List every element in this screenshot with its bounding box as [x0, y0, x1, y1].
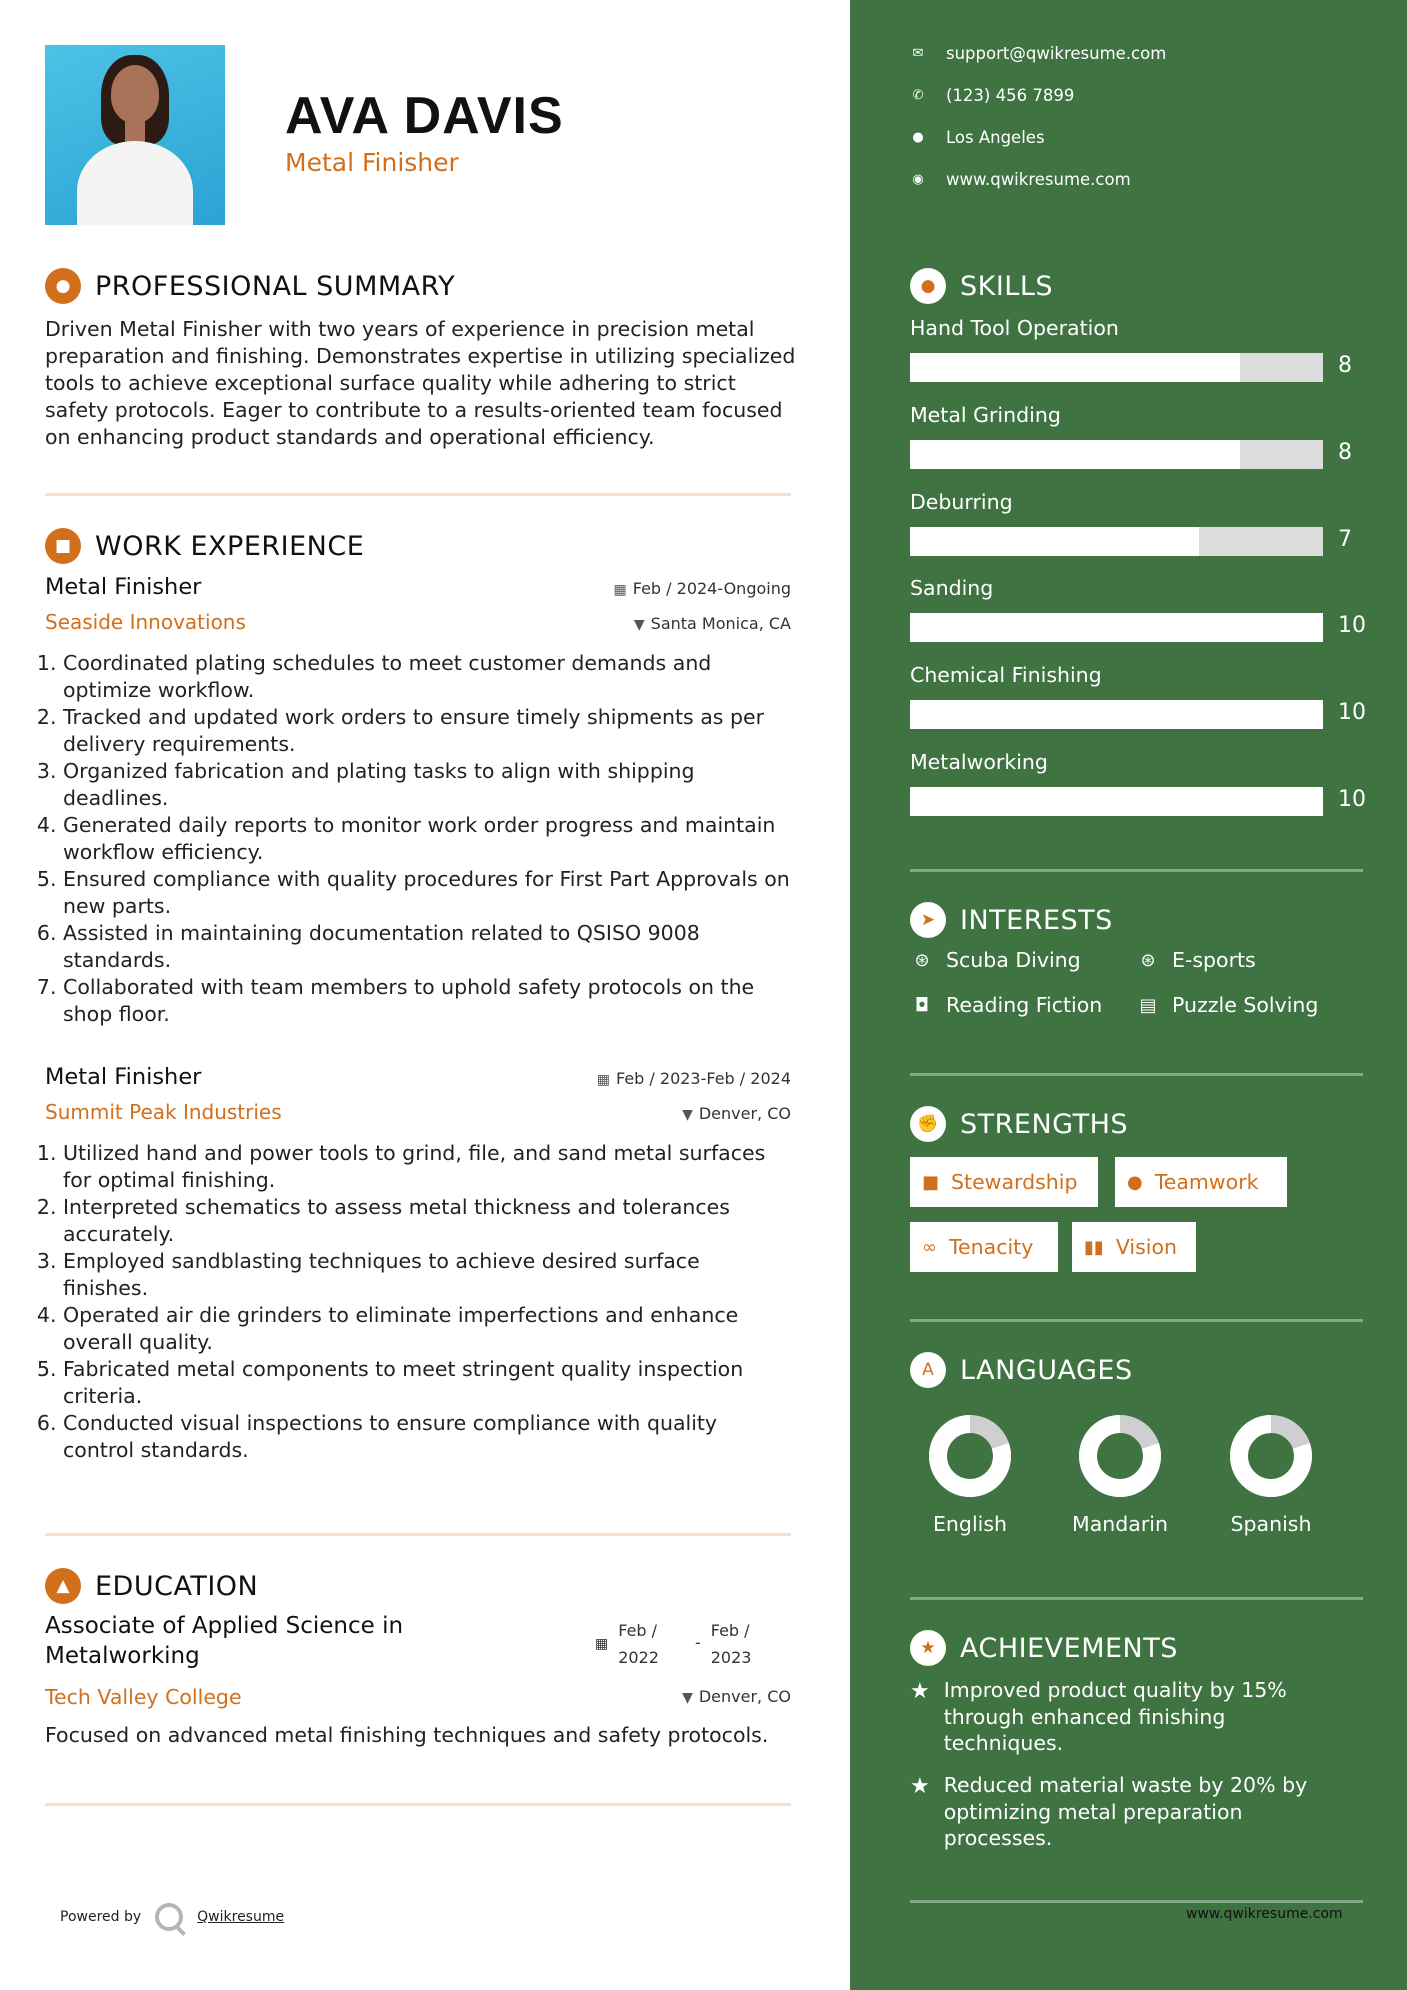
list-item: 5. Fabricated metal components to meet stringent quality inspection criteria.: [63, 1356, 791, 1410]
powered-by: Powered by Qwikresume: [60, 1903, 284, 1931]
skill-bar: [910, 440, 1323, 469]
experience-heading: [45, 528, 364, 564]
list-item: 3. Employed sandblasting techniques to achieve desired surface finishes.: [63, 1248, 791, 1302]
pin-icon: ▼: [682, 1107, 693, 1123]
education-heading: [45, 1568, 258, 1604]
users-icon: ●: [1127, 1171, 1143, 1193]
summary-heading: [45, 268, 455, 304]
section-divider: [45, 493, 791, 496]
skill-level: 8: [1338, 440, 1352, 465]
interest-item: ⊛ Scuba Diving: [910, 948, 1081, 972]
shooting-star-icon: ★: [910, 1774, 930, 1799]
language-icon: A: [910, 1352, 946, 1388]
star-icon: ★: [910, 1630, 946, 1666]
language-donut: [1229, 1414, 1313, 1498]
education-school: Tech Valley College: [45, 1685, 242, 1709]
lightbulb-icon: ●: [910, 268, 946, 304]
sidebar-divider: [910, 869, 1363, 872]
list-item: 4. Generated daily reports to monitor work order progress and maintain workflow efficiency.: [63, 812, 791, 866]
language-item: [910, 1414, 1030, 1536]
qwikresume-logo-icon: [155, 1903, 183, 1931]
language-donut: [928, 1414, 1012, 1498]
skill-item: [910, 316, 1360, 378]
list-item: 3. Organized fabrication and plating tasks to align with shipping deadlines.: [63, 758, 791, 812]
skill-bar: [910, 527, 1323, 556]
language-name: Mandarin: [1072, 1512, 1168, 1536]
footer-website[interactable]: www.qwikresume.com: [1186, 1906, 1343, 1922]
life-ring-icon: ⊛: [1140, 949, 1156, 971]
job-dates: Feb / 2023-Feb / 2024: [616, 1069, 791, 1088]
section-divider: [45, 1533, 791, 1536]
interests-heading: [910, 902, 1113, 938]
candidate-job-title: Metal Finisher: [285, 148, 459, 177]
contact-website[interactable]: ◉ www.qwikresume.com: [910, 170, 1131, 189]
strength-chip: ∞ Tenacity: [910, 1222, 1058, 1272]
binoculars-icon: ▮▮: [1084, 1236, 1104, 1258]
summary-title: PROFESSIONAL SUMMARY: [95, 270, 456, 302]
fist-icon: ✊: [910, 1106, 946, 1142]
achievement-item: ★ Improved product quality by 15% through enhanced finishing techniques.: [910, 1678, 1287, 1755]
languages-title: LANGUAGES: [960, 1354, 1133, 1386]
job-company: Seaside Innovations: [45, 610, 246, 634]
sidebar-divider: [910, 1319, 1363, 1322]
list-item: 6. Assisted in maintaining documentation related to QSISO 9008 standards.: [63, 920, 791, 974]
list-item: 2. Interpreted schematics to assess metal thickness and tolerances accurately.: [63, 1194, 791, 1248]
job-location: Denver, CO: [698, 1104, 791, 1123]
user-icon: ●: [45, 268, 81, 304]
contact-phone[interactable]: ✆ (123) 456 7899: [910, 86, 1074, 105]
skill-bar: [910, 353, 1323, 382]
briefcase-icon: ■: [45, 528, 81, 564]
skill-item: [910, 750, 1366, 812]
education-dates: ▦ Feb / 2022 - Feb / 2023: [595, 1617, 751, 1671]
language-name: English: [932, 1512, 1008, 1536]
language-donut: [1078, 1414, 1162, 1498]
job-entry: [45, 1064, 791, 1464]
achievements-title: ACHIEVEMENTS: [960, 1632, 1178, 1664]
skill-name: Deburring: [910, 490, 1013, 514]
skill-item: [910, 403, 1360, 465]
skill-item: [910, 663, 1366, 725]
education-entry: [45, 1611, 791, 1751]
skill-item: [910, 490, 1360, 552]
skill-name: Metal Grinding: [910, 403, 1061, 427]
education-degree: Associate of Applied Science in Metalworking: [45, 1613, 404, 1669]
link-icon: ∞: [922, 1236, 937, 1258]
phone-icon: ✆: [912, 88, 924, 103]
skill-name: Chemical Finishing: [910, 663, 1102, 687]
skill-level: 10: [1338, 700, 1366, 725]
skills-heading: [910, 268, 1053, 304]
language-item: [1060, 1414, 1180, 1536]
strength-chip: ● Teamwork: [1115, 1157, 1287, 1207]
sidebar-divider: [910, 1073, 1363, 1076]
skill-item: [910, 576, 1366, 638]
shooting-star-icon: ★: [910, 1679, 930, 1704]
education-description: Focused on advanced metal finishing techniques and safety protocols.: [45, 1723, 769, 1747]
sidebar-divider: [910, 1597, 1363, 1600]
language-item: [1211, 1414, 1331, 1536]
interest-item: ◘ Reading Fiction: [910, 993, 1102, 1017]
envelope-icon: ✉: [912, 46, 924, 61]
interest-item: ▤ Puzzle Solving: [1136, 993, 1318, 1017]
skill-bar: [910, 700, 1323, 729]
book-icon: ▤: [1139, 994, 1157, 1016]
skill-level: 10: [1338, 613, 1366, 638]
paper-plane-icon: ➤: [910, 902, 946, 938]
life-ring-icon: ⊛: [914, 949, 930, 971]
pin-icon: ▼: [682, 1690, 693, 1706]
interests-title: INTERESTS: [960, 904, 1113, 936]
strength-chip: ▮▮ Vision: [1072, 1222, 1196, 1272]
job-duties: [45, 1140, 791, 1464]
skill-name: Hand Tool Operation: [910, 316, 1119, 340]
languages-heading: [910, 1352, 1133, 1388]
skill-level: 10: [1338, 787, 1366, 812]
skill-bar: [910, 613, 1323, 642]
job-title: Metal Finisher: [45, 574, 202, 600]
gamepad-icon: ◘: [914, 994, 930, 1016]
contact-email[interactable]: ✉ support@qwikresume.com: [910, 44, 1166, 63]
calendar-icon: ▦: [613, 582, 627, 598]
job-title: Metal Finisher: [45, 1064, 202, 1090]
job-dates: Feb / 2024-Ongoing: [632, 579, 791, 598]
skill-bar: [910, 787, 1323, 816]
strength-chip: ■ Stewardship: [910, 1157, 1098, 1207]
list-item: 7. Collaborated with team members to uphold safety protocols on the shop floor.: [63, 974, 791, 1028]
calendar-icon: ▦: [596, 1072, 610, 1088]
language-name: Spanish: [1230, 1512, 1312, 1536]
achievement-item: ★ Reduced material waste by 20% by optimizing metal preparation processes.: [910, 1773, 1308, 1850]
section-divider: [45, 1803, 791, 1806]
skill-level: 7: [1338, 527, 1352, 552]
sidebar-divider: [910, 1900, 1363, 1903]
achievements-heading: [910, 1630, 1178, 1666]
list-item: 6. Conducted visual inspections to ensure compliance with quality control standards.: [63, 1410, 791, 1464]
calendar-icon: ▦: [595, 1636, 609, 1652]
interest-item: ⊛ E-sports: [1136, 948, 1256, 972]
list-item: 5. Ensured compliance with quality procedures for First Part Approvals on new parts.: [63, 866, 791, 920]
contact-location: ● Los Angeles: [910, 128, 1045, 147]
skill-name: Metalworking: [910, 750, 1048, 774]
job-duties: [45, 650, 791, 1028]
candidate-name: AVA DAVIS: [285, 87, 564, 145]
education-location: Denver, CO: [698, 1687, 791, 1706]
job-entry: [45, 574, 791, 1028]
education-title: EDUCATION: [95, 1570, 259, 1602]
list-item: 1. Utilized hand and power tools to grind, file, and sand metal surfaces for optimal finishing.: [63, 1140, 791, 1194]
strengths-heading: [910, 1106, 1128, 1142]
skill-level: 8: [1338, 353, 1352, 378]
briefcase-icon: ■: [922, 1171, 940, 1193]
list-item: 2. Tracked and updated work orders to ensure timely shipments as per delivery requirements.: [63, 704, 791, 758]
strengths-title: STRENGTHS: [960, 1108, 1129, 1140]
list-item: 4. Operated air die grinders to eliminate imperfections and enhance overall quality.: [63, 1302, 791, 1356]
graduation-cap-icon: ▲: [45, 1568, 81, 1604]
profile-photo: [45, 45, 225, 225]
job-company: Summit Peak Industries: [45, 1100, 282, 1124]
pin-icon: ▼: [633, 617, 645, 633]
skill-name: Sanding: [910, 576, 994, 600]
summary-text: Driven Metal Finisher with two years of experience in precision metal preparation and finishing. Demonstrates expertise in utilizing specialized tools to achieve exceptional surface quality while adhering to strict safety protocols. Eager to contribute to a results-oriented team focused on enhancing product standards and operational efficiency.: [45, 317, 796, 449]
job-location: Santa Monica, CA: [650, 614, 791, 633]
skills-title: SKILLS: [960, 270, 1054, 302]
list-item: 1. Coordinated plating schedules to meet customer demands and optimize workflow.: [63, 650, 791, 704]
qwikresume-link[interactable]: Qwikresume: [197, 1909, 285, 1925]
map-pin-icon: ●: [912, 130, 924, 145]
globe-icon: ◉: [912, 172, 924, 187]
experience-title: WORK EXPERIENCE: [95, 530, 365, 562]
